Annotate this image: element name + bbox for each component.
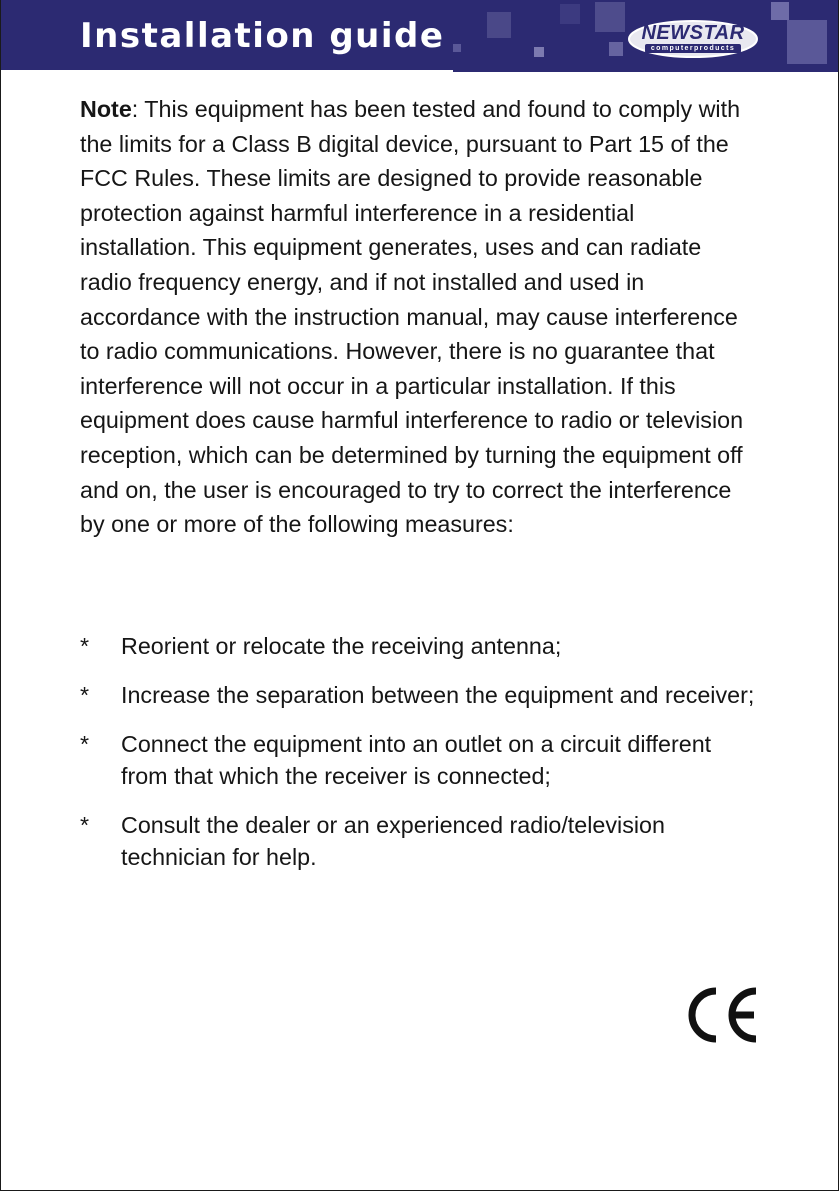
list-item xyxy=(80,630,760,662)
decor-square xyxy=(771,2,789,20)
fcc-note xyxy=(80,92,750,542)
bullet-marker: * xyxy=(80,633,90,659)
newstar-logo xyxy=(627,19,759,59)
list-item xyxy=(80,809,760,873)
header-band xyxy=(1,0,839,70)
decor-square xyxy=(595,2,625,32)
decor-square xyxy=(609,42,623,56)
decor-square xyxy=(453,44,461,52)
measure-text: Increase the separation between the equipment and receiver; xyxy=(121,682,755,708)
bullet-marker: * xyxy=(80,812,90,838)
bullet-marker: * xyxy=(80,731,90,757)
measure-text: Consult the dealer or an experienced radio/television technician for help. xyxy=(121,812,665,870)
list-item xyxy=(80,679,760,711)
logo-name: NEWSTAR xyxy=(641,22,745,44)
decor-square xyxy=(787,20,827,64)
header-underline xyxy=(453,70,839,72)
measure-text: Connect the equipment into an outlet on a circuit different from that which the receiver is connected; xyxy=(121,731,712,789)
note-text: : This equipment has been tested and found to comply with the limits for a Class B digital device, pursuant to Part 15 of the FCC Rules. These limits are designed to provide reasonable protection against harmful interference in a residential installation. This equipment generates, uses and can radiate radio frequency energy, and if not installed and used in accordance with the instruction manual, may cause interference to radio communications. However, there is no guarantee that interference will not occur in a particular installation. If this equipment does cause harmful interference to radio or television reception, which can be determined by turning the equipment off and on, the user is encouraged to try to correct the interference by one or more of the following measures: xyxy=(80,96,744,538)
decor-square xyxy=(534,47,544,57)
decor-square xyxy=(560,4,580,24)
bullet-marker: * xyxy=(80,682,90,708)
list-item xyxy=(80,728,760,792)
decor-square xyxy=(487,12,511,38)
note-label: Note xyxy=(80,96,132,122)
measures-list xyxy=(80,630,760,890)
ce-mark-svg xyxy=(682,985,760,1045)
logo-tagline: computerproducts xyxy=(650,45,736,52)
ce-mark-icon xyxy=(682,985,760,1045)
page-title: Installation guide xyxy=(80,16,445,56)
measure-text: Reorient or relocate the receiving antenna; xyxy=(121,633,562,659)
